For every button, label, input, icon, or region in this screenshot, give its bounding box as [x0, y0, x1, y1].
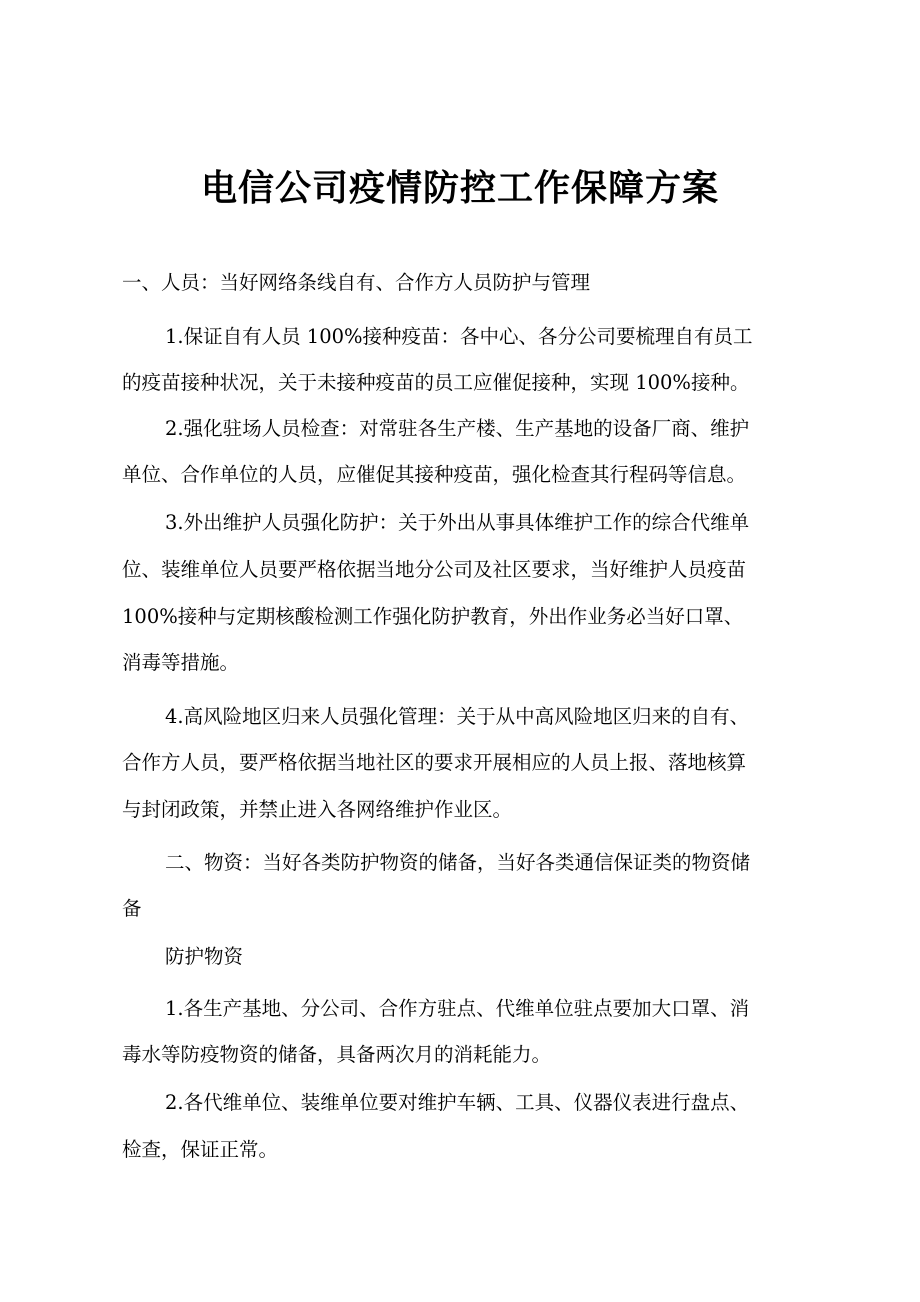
paragraph-line: 2.各代维单位、装维单位要对维护车辆、工具、仪器仪表进行盘点、: [165, 1091, 750, 1114]
section-heading-personnel: 一、人员：当好网络条线自有、合作方人员防护与管理: [122, 271, 591, 294]
paragraph-line: 位、装维单位人员要严格依据当地分公司及社区要求，当好维护人员疫苗: [122, 558, 747, 581]
subheading-protective-materials: 防护物资: [165, 945, 244, 968]
paragraph-line: 与封闭政策，并禁止进入各网络维护作业区。: [122, 798, 513, 821]
paragraph-line: 毒水等防疫物资的储备，具备两次月的消耗能力。: [122, 1043, 552, 1066]
paragraph-line: 1.保证自有人员 100%接种疫苗：各中心、各分公司要梳理自有员工: [165, 325, 753, 348]
paragraph-line: 消毒等措施。: [122, 651, 240, 674]
section-heading-materials: 二、物资：当好各类防护物资的储备，当好各类通信保证类的物资储: [165, 851, 751, 874]
paragraph-line: 单位、合作单位的人员，应催促其接种疫苗，强化检查其行程码等信息。: [122, 463, 747, 486]
document-title: 电信公司疫情防控工作保障方案: [200, 167, 719, 209]
paragraph-line: 合作方人员，要严格依据当地社区的要求开展相应的人员上报、落地核算: [122, 751, 747, 774]
paragraph-line: 4.高风险地区归来人员强化管理：关于从中高风险地区归来的自有、: [165, 705, 750, 728]
paragraph-line: 3.外出维护人员强化防护：关于外出从事具体维护工作的综合代维单: [165, 511, 750, 534]
paragraph-line: 备: [122, 897, 142, 920]
paragraph-line: 的疫苗接种状况，关于未接种疫苗的员工应催促接种，实现 100%接种。: [122, 371, 750, 394]
paragraph-line: 2.强化驻场人员检查：对常驻各生产楼、生产基地的设备厂商、维护: [165, 417, 750, 440]
paragraph-line: 1.各生产基地、分公司、合作方驻点、代维单位驻点要加大口罩、消: [165, 997, 750, 1020]
paragraph-line: 100%接种与定期核酸检测工作强化防护教育，外出作业务必当好口罩、: [122, 605, 744, 628]
paragraph-line: 检查，保证正常。: [122, 1138, 279, 1161]
